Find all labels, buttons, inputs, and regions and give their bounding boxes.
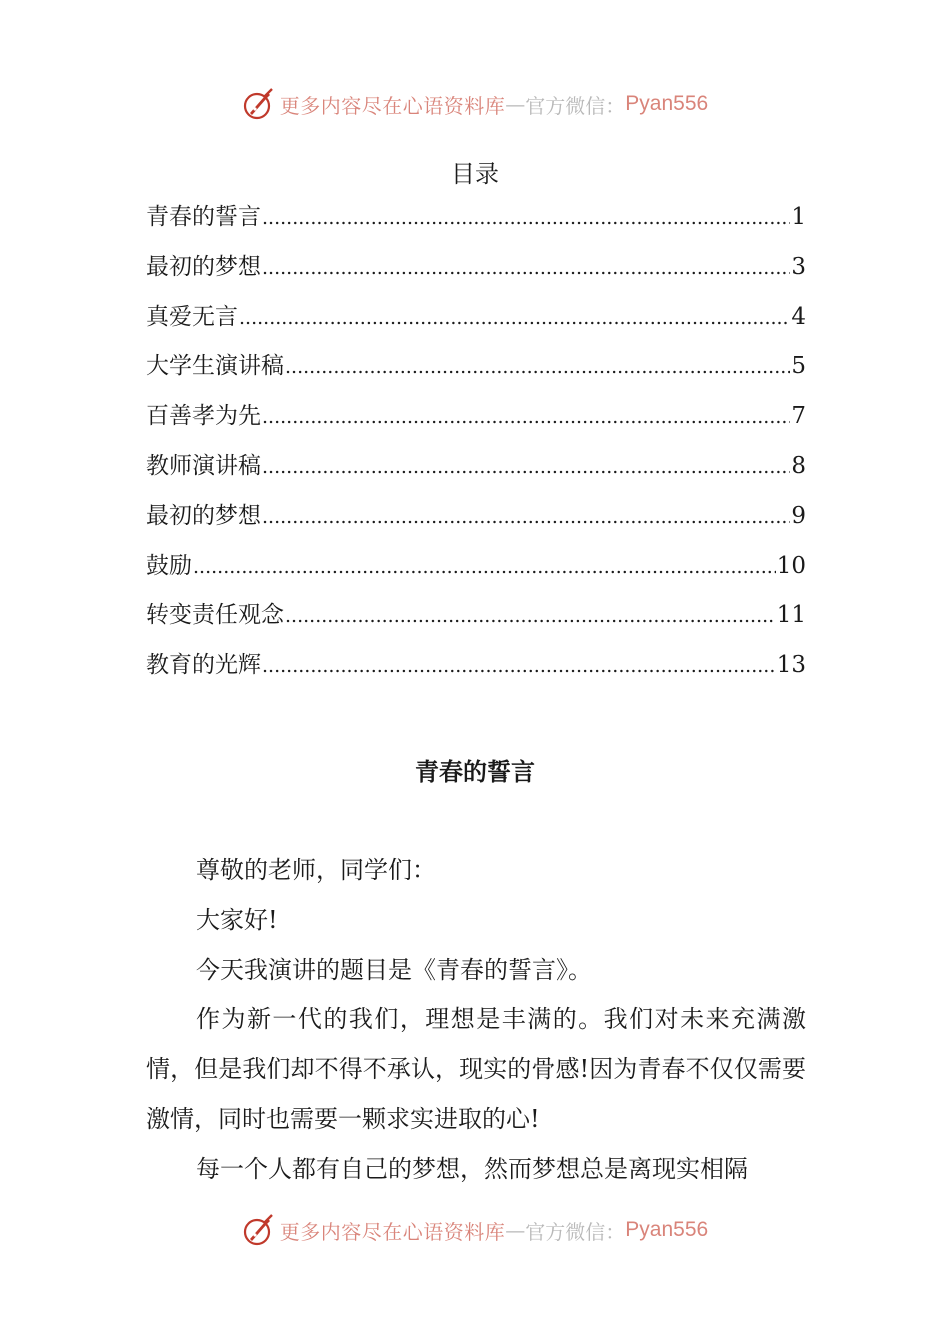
toc-entry-label: 青春的誓言 [146,204,261,230]
article-title: 青春的誓言 [415,757,535,786]
paragraph: 尊敬的老师，同学们： [196,856,436,884]
toc-entry[interactable] [146,347,806,397]
banner-text: 更多内容尽在心语资料库 [279,93,506,118]
paragraph: 作为新一代的我们，理想是丰满的。我们对未来充满激情，但是我们却不得不承认，现实的骨感!因为青春不仅仅需要激情，同时也需要一颗求实进取的心! [146,1005,806,1133]
toc-leader-dots [262,503,790,529]
toc-leader-dots [285,602,776,628]
toc-entry[interactable] [146,497,806,547]
toc-entry-page: 10 [776,552,806,579]
banner-dash: — [505,92,526,116]
toc-entry-page: 4 [791,303,806,330]
toc-entry-label: 教师演讲稿 [146,452,261,479]
toc-entry-page: 9 [791,502,806,529]
toc-entry-label: 大学生演讲稿 [146,353,284,380]
banner-text: 更多内容尽在心语资料库 [279,1219,506,1244]
paragraph: 每一个人都有自己的梦想，然而梦想总是离现实相隔 [196,1154,748,1183]
toc-leader-dots [262,652,776,678]
toc-entry-page: 5 [791,353,806,380]
toc-entry-page: 8 [791,452,806,479]
toc-entry[interactable] [146,397,806,447]
toc-entry-label: 教育的光辉 [146,652,261,679]
paragraph: 大家好! [196,905,278,934]
toc-leader-dots [239,304,790,330]
banner-wechat-id: Pyan556 [625,92,709,115]
pen-nib-logo-icon [242,87,276,121]
toc-entry[interactable] [146,447,806,497]
toc-title: 目录 [451,160,499,188]
banner-wechat-label: 官方微信： [525,93,626,118]
banner-dash: — [505,1218,526,1242]
toc-entry[interactable] [146,298,806,348]
toc-entry-page: 3 [791,253,806,280]
toc-entry-label: 鼓励 [146,552,192,579]
toc-entry-page: 11 [776,602,806,629]
toc-leader-dots [262,403,790,429]
toc-entry-label: 百善孝为先 [146,403,261,430]
toc-leader-dots [262,254,790,280]
toc-entry[interactable] [146,198,806,248]
toc-entry-label: 转变责任观念 [146,602,284,629]
toc-entry[interactable] [146,547,806,597]
table-of-contents [146,198,806,696]
toc-leader-dots [193,553,776,579]
toc-entry-page: 13 [776,652,806,679]
toc-entry-label: 真爱无言 [146,303,238,330]
header-banner [0,84,950,124]
toc-entry-page: 7 [791,403,806,430]
article-body [146,846,806,1195]
footer-banner [0,1210,950,1250]
paragraph: 今天我演讲的题目是《青春的誓言》。 [196,955,592,984]
toc-leader-dots [285,353,790,379]
banner-wechat-label: 官方微信： [525,1219,626,1244]
toc-leader-dots [262,204,790,230]
toc-entry-label: 最初的梦想 [146,502,261,529]
toc-leader-dots [262,453,790,479]
toc-entry-page: 1 [791,204,806,230]
toc-entry[interactable] [146,248,806,298]
pen-nib-logo-icon [242,1213,276,1247]
toc-entry[interactable] [146,646,806,696]
banner-wechat-id: Pyan556 [625,1218,709,1241]
toc-entry[interactable] [146,596,806,646]
toc-entry-label: 最初的梦想 [146,253,261,280]
